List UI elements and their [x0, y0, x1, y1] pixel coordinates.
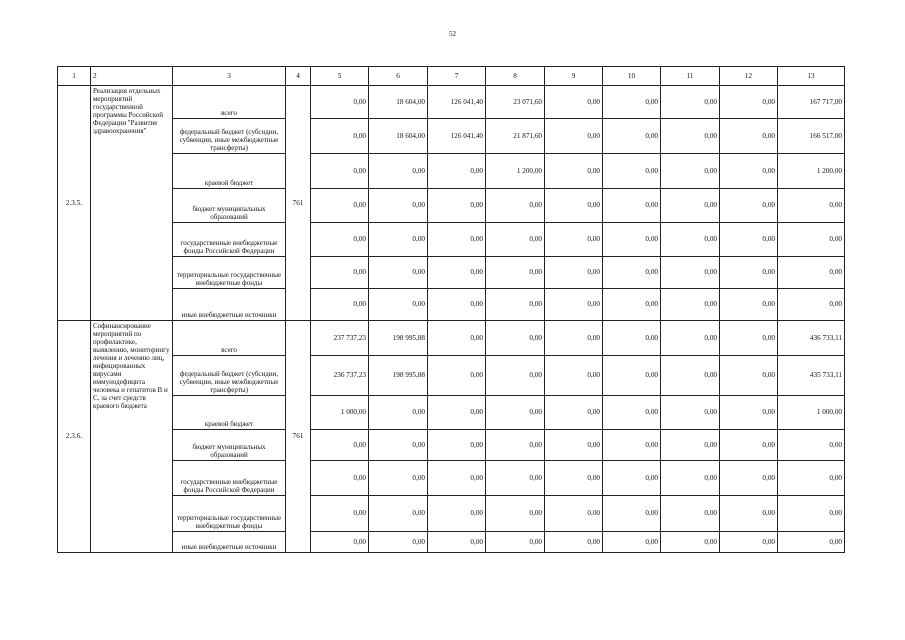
- amount-cell: 1 200,00: [486, 154, 545, 189]
- amount-cell: 0,00: [545, 321, 603, 356]
- amount-cell: 0,00: [661, 257, 720, 289]
- amount-cell: 0,00: [720, 356, 778, 396]
- amount-cell: 0,00: [661, 154, 720, 189]
- amount-cell: 0,00: [545, 86, 603, 119]
- grbs-code: 761: [286, 86, 311, 321]
- amount-cell: 0,00: [545, 532, 603, 553]
- amount-cell: 0,00: [720, 189, 778, 223]
- table-row: [58, 430, 845, 461]
- amount-cell: 0,00: [720, 496, 778, 532]
- amount-cell: 0,00: [661, 223, 720, 257]
- column-header: 12: [720, 67, 778, 86]
- amount-cell: 126 041,40: [428, 119, 486, 154]
- amount-cell: 0,00: [369, 154, 428, 189]
- amount-cell: 0,00: [311, 430, 369, 461]
- column-header: 4: [286, 67, 311, 86]
- amount-cell: 0,00: [311, 461, 369, 496]
- table-row: [58, 356, 845, 396]
- amount-cell: 198 995,88: [369, 356, 428, 396]
- amount-cell: 0,00: [603, 119, 661, 154]
- funding-source: государственные внебюджетные фонды Российской Федерации: [173, 223, 286, 257]
- table-row: [58, 289, 845, 321]
- page-number: 52: [449, 30, 456, 38]
- amount-cell: 1 200,00: [778, 154, 845, 189]
- table-row: [58, 154, 845, 189]
- amount-cell: 0,00: [311, 289, 369, 321]
- amount-cell: 0,00: [369, 532, 428, 553]
- amount-cell: 0,00: [486, 356, 545, 396]
- amount-cell: 126 041,40: [428, 86, 486, 119]
- table-row: [58, 257, 845, 289]
- amount-cell: 166 517,00: [778, 119, 845, 154]
- amount-cell: 0,00: [428, 430, 486, 461]
- funding-source: краевой бюджет: [173, 396, 286, 430]
- amount-cell: 0,00: [369, 257, 428, 289]
- amount-cell: 237 737,23: [311, 321, 369, 356]
- amount-cell: 0,00: [428, 532, 486, 553]
- table-row: [58, 189, 845, 223]
- amount-cell: 0,00: [720, 289, 778, 321]
- amount-cell: 0,00: [369, 496, 428, 532]
- amount-cell: 21 871,60: [486, 119, 545, 154]
- amount-cell: 0,00: [369, 223, 428, 257]
- amount-cell: 0,00: [311, 154, 369, 189]
- table-row: [58, 396, 845, 430]
- amount-cell: 0,00: [661, 119, 720, 154]
- amount-cell: 0,00: [720, 223, 778, 257]
- measure-code: 2.3.5.: [58, 86, 91, 321]
- column-header: 2: [91, 67, 173, 86]
- funding-source: федеральный бюджет (субсидии, субвенции, иные межбюджетные трансферты): [173, 119, 286, 154]
- column-header: 10: [603, 67, 661, 86]
- column-header: 5: [311, 67, 369, 86]
- amount-cell: 0,00: [720, 396, 778, 430]
- amount-cell: 0,00: [311, 257, 369, 289]
- amount-cell: 0,00: [311, 119, 369, 154]
- column-header: 13: [778, 67, 845, 86]
- amount-cell: 0,00: [428, 257, 486, 289]
- amount-cell: 0,00: [545, 223, 603, 257]
- table-row: [58, 321, 845, 356]
- funding-source: бюджет муниципальных образований: [173, 430, 286, 461]
- amount-cell: 0,00: [486, 532, 545, 553]
- amount-cell: 0,00: [603, 532, 661, 553]
- amount-cell: 0,00: [661, 396, 720, 430]
- amount-cell: 0,00: [603, 86, 661, 119]
- amount-cell: 0,00: [778, 189, 845, 223]
- amount-cell: 0,00: [486, 496, 545, 532]
- amount-cell: 0,00: [603, 154, 661, 189]
- amount-cell: 0,00: [311, 86, 369, 119]
- amount-cell: 0,00: [661, 321, 720, 356]
- column-header: 9: [545, 67, 603, 86]
- amount-cell: 0,00: [778, 257, 845, 289]
- column-header: 11: [661, 67, 720, 86]
- amount-cell: 18 604,00: [369, 119, 428, 154]
- amount-cell: 0,00: [428, 496, 486, 532]
- table-row: [58, 119, 845, 154]
- amount-cell: 0,00: [603, 257, 661, 289]
- amount-cell: 0,00: [545, 461, 603, 496]
- amount-cell: 0,00: [545, 119, 603, 154]
- amount-cell: 0,00: [486, 461, 545, 496]
- amount-cell: 0,00: [545, 430, 603, 461]
- amount-cell: 198 995,88: [369, 321, 428, 356]
- amount-cell: 0,00: [545, 496, 603, 532]
- amount-cell: 1 000,00: [778, 396, 845, 430]
- column-header: 7: [428, 67, 486, 86]
- funding-source: федеральный бюджет (субсидии, субвенции, иные межбюджетные трансферты): [173, 356, 286, 396]
- funding-source: всего: [173, 321, 286, 356]
- amount-cell: 1 000,00: [311, 396, 369, 430]
- amount-cell: 0,00: [661, 430, 720, 461]
- amount-cell: 0,00: [603, 496, 661, 532]
- amount-cell: 0,00: [428, 289, 486, 321]
- table-row: [58, 461, 845, 496]
- amount-cell: 0,00: [778, 289, 845, 321]
- amount-cell: 0,00: [428, 154, 486, 189]
- funding-source: иные внебюджетные источники: [173, 532, 286, 553]
- amount-cell: 0,00: [720, 461, 778, 496]
- amount-cell: 0,00: [603, 356, 661, 396]
- amount-cell: 0,00: [603, 321, 661, 356]
- column-header: 6: [369, 67, 428, 86]
- amount-cell: 436 733,11: [778, 321, 845, 356]
- amount-cell: 0,00: [545, 289, 603, 321]
- amount-cell: 0,00: [369, 189, 428, 223]
- column-header: 3: [173, 67, 286, 86]
- column-header: 1: [58, 67, 91, 86]
- amount-cell: 0,00: [778, 461, 845, 496]
- amount-cell: 0,00: [720, 430, 778, 461]
- amount-cell: 0,00: [603, 289, 661, 321]
- amount-cell: 0,00: [369, 396, 428, 430]
- amount-cell: 0,00: [603, 461, 661, 496]
- funding-source: бюджет муниципальных образований: [173, 189, 286, 223]
- amount-cell: 0,00: [369, 289, 428, 321]
- amount-cell: 0,00: [603, 430, 661, 461]
- amount-cell: 0,00: [486, 321, 545, 356]
- funding-source: иные внебюджетные источники: [173, 289, 286, 321]
- amount-cell: 0,00: [603, 189, 661, 223]
- amount-cell: 0,00: [603, 396, 661, 430]
- table-row: [58, 532, 845, 553]
- amount-cell: 0,00: [311, 189, 369, 223]
- amount-cell: 0,00: [428, 461, 486, 496]
- amount-cell: 0,00: [311, 496, 369, 532]
- column-header: 8: [486, 67, 545, 86]
- table-row: [58, 86, 845, 119]
- amount-cell: 0,00: [661, 86, 720, 119]
- amount-cell: 0,00: [428, 356, 486, 396]
- amount-cell: 0,00: [428, 321, 486, 356]
- amount-cell: 0,00: [545, 189, 603, 223]
- amount-cell: 0,00: [661, 189, 720, 223]
- amount-cell: 0,00: [720, 86, 778, 119]
- amount-cell: 0,00: [778, 223, 845, 257]
- amount-cell: 0,00: [486, 430, 545, 461]
- amount-cell: 0,00: [778, 496, 845, 532]
- funding-source: территориальные государственные внебюджетные фонды: [173, 496, 286, 532]
- funding-source: территориальные государственные внебюджетные фонды: [173, 257, 286, 289]
- amount-cell: 0,00: [603, 223, 661, 257]
- amount-cell: 0,00: [720, 321, 778, 356]
- amount-cell: 167 717,00: [778, 86, 845, 119]
- amount-cell: 0,00: [428, 189, 486, 223]
- amount-cell: 0,00: [486, 223, 545, 257]
- amount-cell: 0,00: [545, 396, 603, 430]
- amount-cell: 0,00: [778, 532, 845, 553]
- amount-cell: 0,00: [486, 189, 545, 223]
- amount-cell: 0,00: [486, 396, 545, 430]
- amount-cell: 0,00: [311, 223, 369, 257]
- amount-cell: 23 071,60: [486, 86, 545, 119]
- measure-name: Реализация отдельных мероприятий государственной программы Российской Федерации "Развитие здравоохранения": [91, 86, 173, 321]
- measure-code: 2.3.6.: [58, 321, 91, 553]
- budget-table: [57, 66, 845, 553]
- amount-cell: 0,00: [428, 223, 486, 257]
- amount-cell: 0,00: [369, 461, 428, 496]
- table-row: [58, 223, 845, 257]
- amount-cell: 0,00: [661, 356, 720, 396]
- amount-cell: 0,00: [720, 532, 778, 553]
- amount-cell: 0,00: [661, 496, 720, 532]
- amount-cell: 236 737,23: [311, 356, 369, 396]
- section-2-3-5: [58, 86, 845, 321]
- column-number-row: [58, 67, 845, 86]
- amount-cell: 0,00: [661, 532, 720, 553]
- amount-cell: 0,00: [778, 430, 845, 461]
- section-2-3-6: [58, 321, 845, 553]
- funding-source: всего: [173, 86, 286, 119]
- grbs-code: 761: [286, 321, 311, 553]
- amount-cell: 0,00: [720, 257, 778, 289]
- funding-source: краевой бюджет: [173, 154, 286, 189]
- amount-cell: 0,00: [486, 257, 545, 289]
- funding-source: государственные внебюджетные фонды Российской Федерации: [173, 461, 286, 496]
- amount-cell: 0,00: [486, 289, 545, 321]
- amount-cell: 18 604,00: [369, 86, 428, 119]
- table-row: [58, 496, 845, 532]
- amount-cell: 0,00: [720, 154, 778, 189]
- measure-name: Софинансирование мероприятий по профилактике, выявлению, мониторингу лечения и лечению лиц, инфицированных вирусами иммунодефицита человека и гепатитов В и С, за счет средств краевого бюджета: [91, 321, 173, 553]
- amount-cell: 0,00: [369, 430, 428, 461]
- amount-cell: 0,00: [545, 356, 603, 396]
- amount-cell: 0,00: [545, 154, 603, 189]
- amount-cell: 0,00: [720, 119, 778, 154]
- amount-cell: 0,00: [661, 461, 720, 496]
- amount-cell: 0,00: [311, 532, 369, 553]
- amount-cell: 0,00: [661, 289, 720, 321]
- amount-cell: 0,00: [428, 396, 486, 430]
- amount-cell: 0,00: [545, 257, 603, 289]
- amount-cell: 435 733,11: [778, 356, 845, 396]
